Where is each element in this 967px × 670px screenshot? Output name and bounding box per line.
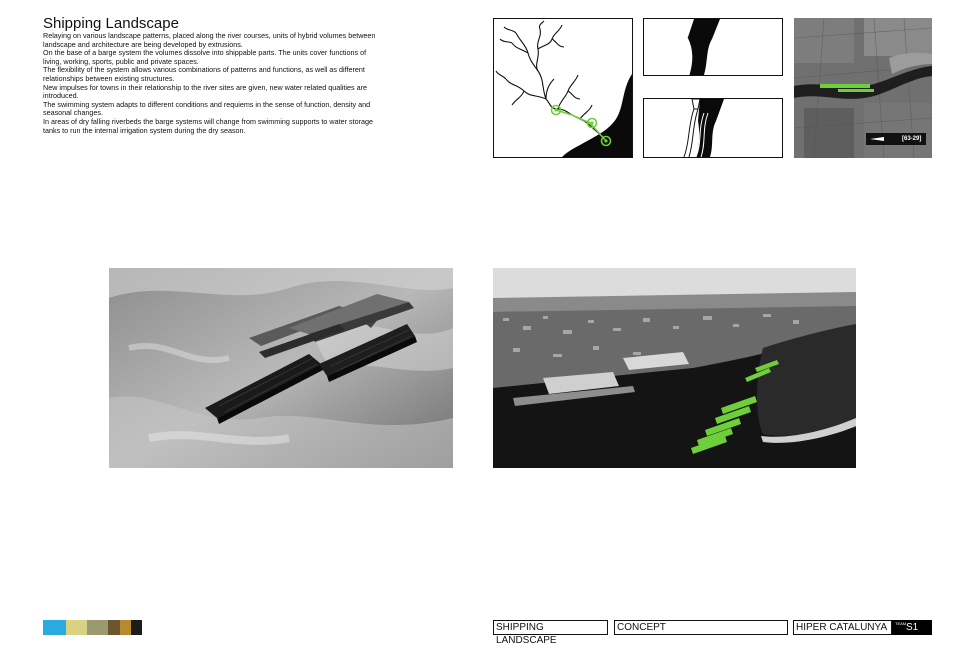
page-title: Shipping Landscape bbox=[43, 15, 179, 32]
river-network-drawing bbox=[494, 19, 632, 157]
title-block-studio: HIPER CATALUNYA bbox=[793, 620, 892, 635]
description-paragraph: Relaying on various landscape patterns, placed along the river courses, units of hybrid volumes between landscape and architecture are being developed by extrusions. bbox=[43, 31, 376, 49]
map-label: [63-29] bbox=[902, 136, 922, 142]
color-palette bbox=[43, 620, 142, 635]
description-paragraph: New impulses for towns in their relationship to the river sites are given, new water related qualities are introduced. bbox=[43, 82, 367, 101]
aerial-town-photo bbox=[493, 268, 856, 468]
palette-swatch bbox=[108, 620, 120, 635]
river-network-diagram bbox=[493, 18, 633, 158]
palette-swatch bbox=[43, 620, 66, 635]
palette-swatch bbox=[87, 620, 108, 635]
page-tag-label: TEAM bbox=[895, 621, 907, 626]
description-text bbox=[43, 32, 383, 135]
page-number: S1 bbox=[906, 622, 919, 633]
title-block-project: SHIPPING LANDSCAPE bbox=[493, 620, 608, 635]
aerial-map-photo bbox=[794, 18, 932, 158]
section-diagram-top bbox=[643, 18, 783, 76]
barge-model-render bbox=[109, 268, 453, 468]
palette-swatch bbox=[120, 620, 131, 635]
aerial-town-render bbox=[493, 268, 856, 468]
title-block-section: CONCEPT bbox=[614, 620, 788, 635]
description-paragraph: In areas of dry falling riverbeds the barge systems will change from swimming supports to water storage tanks to run the internal irrigation system during the dry season. bbox=[43, 116, 373, 135]
palette-swatch bbox=[66, 620, 87, 635]
section-drawing-bottom bbox=[644, 99, 782, 157]
description-paragraph: The flexibility of the system allows various combinations of patterns and functions, as well as different relationships between existing structures. bbox=[43, 65, 365, 83]
page-number-tag bbox=[892, 620, 932, 635]
description-paragraph: On the base of a barge system the volumes dissolve into shippable parts. The units cover functions of living, working, sports, public and private spaces. bbox=[43, 48, 367, 66]
barge-model-photo bbox=[109, 268, 453, 468]
section-drawing-top bbox=[644, 19, 782, 75]
section-diagram-bottom bbox=[643, 98, 783, 158]
palette-swatch bbox=[131, 620, 142, 635]
description-paragraph: The swimming system adapts to different conditions and requiems in the sense of function, density and seasonal changes. bbox=[43, 99, 371, 118]
